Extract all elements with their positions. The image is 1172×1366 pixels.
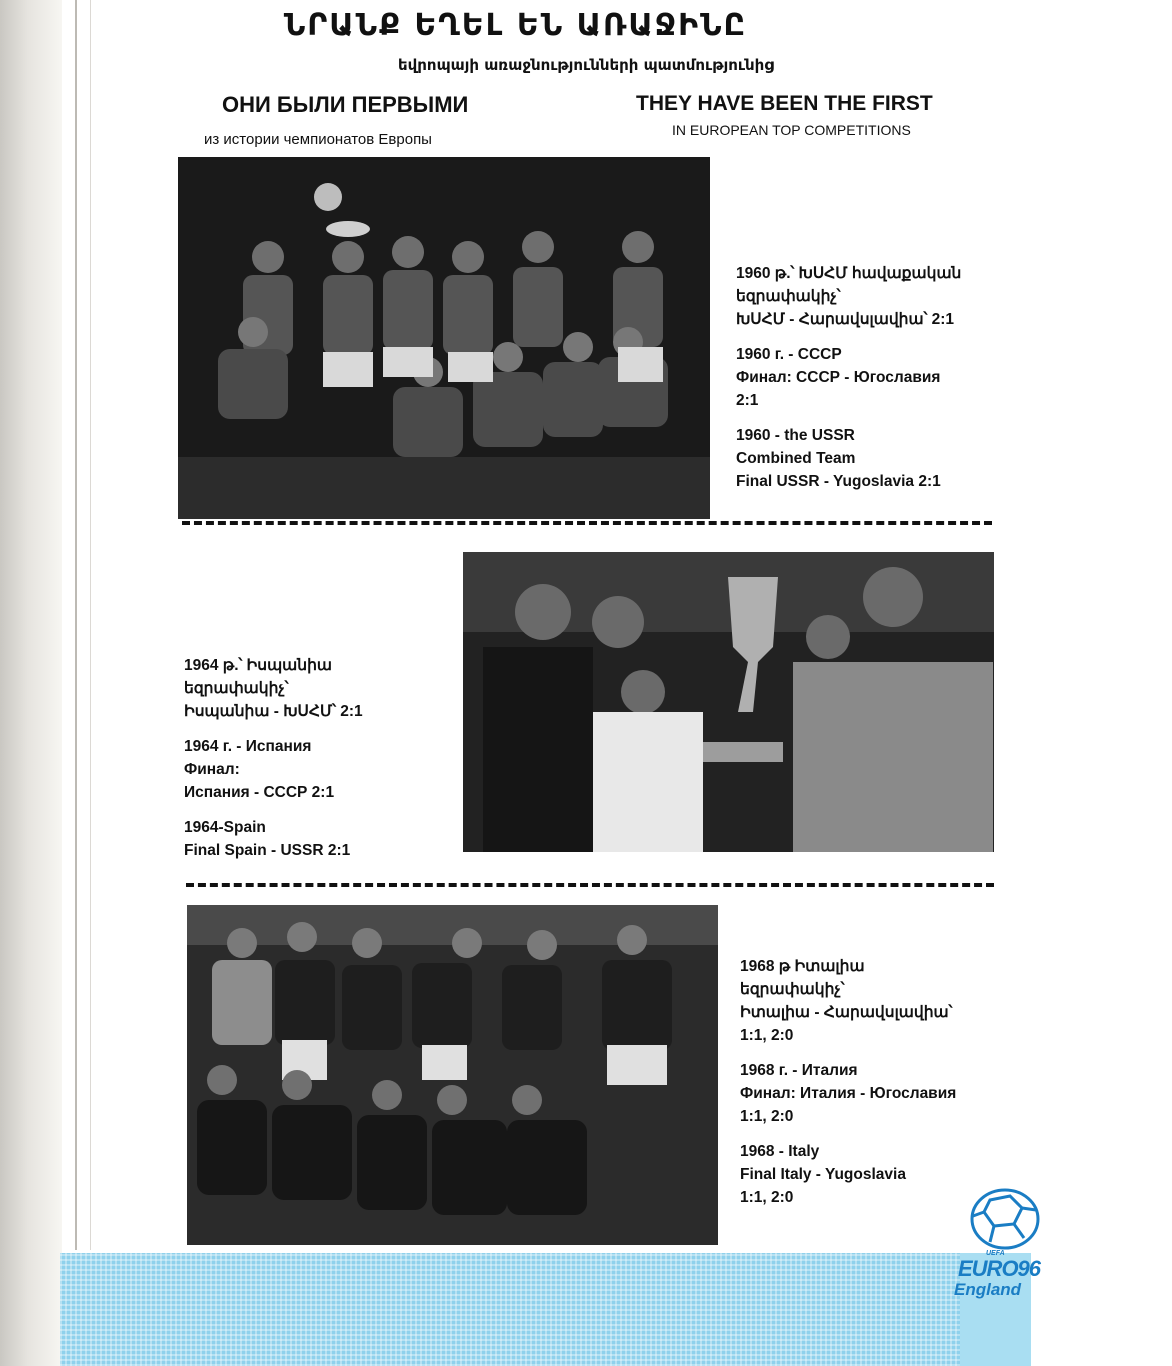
section-divider-1 (182, 521, 992, 525)
logo-uefa-text: UEFA (986, 1250, 1005, 1257)
caption-1964 (184, 654, 444, 874)
bottom-color-band (60, 1253, 970, 1366)
page-fold-line-secondary (90, 0, 91, 1250)
euro96-logo (952, 1188, 1041, 1308)
trophy-ceremony-1964 (463, 552, 994, 852)
caption-1968-russian: 1968 г. - Италия Финал: Италия - Югославия 1:1, 2:0 (740, 1062, 957, 1125)
caption-1968-armenian: 1968 թ Իտալիա եզրափակիչ՝ Իտալիա - Հարավսլավիա՝ 1:1, 2:0 (740, 958, 953, 1044)
caption-1964-armenian: 1964 թ.՝ Իսպանիա եզրափակիչ՝ Իսպանիա - ԽՍՀՄ՝ 2:1 (184, 657, 363, 720)
russian-subtitle: из истории чемпионатов Европы (204, 131, 432, 148)
caption-1960-russian: 1960 г. - СССР Финал: СССР - Югославия 2:1 (736, 346, 941, 409)
russian-title: ОНИ БЫЛИ ПЕРВЫМИ (222, 92, 469, 117)
logo-euro-text: EURO96 (958, 1256, 1041, 1281)
english-subtitle: IN EUROPEAN TOP COMPETITIONS (672, 122, 911, 138)
caption-1960-english: 1960 - the USSR Combined Team Final USSR - Yugoslavia 2:1 (736, 427, 941, 490)
caption-1960-armenian: 1960 թ.՝ ԽՍՀՄ հավաքական եզրափակիչ՝ ԽՍՀՄ - Հարավսլավիա՝ 2:1 (736, 265, 962, 328)
armenian-subtitle: եվրոպայի առաջնությունների պատմությունից (398, 56, 774, 74)
team-photo-1960 (178, 157, 710, 519)
caption-1960 (736, 262, 1006, 505)
page-fold-shadow (0, 0, 62, 1366)
team-photo-1968 (187, 905, 718, 1245)
section-divider-2 (186, 883, 994, 887)
caption-1968 (740, 955, 1005, 1221)
caption-1964-russian: 1964 г. - Испания Финал: Испания - СССР 2:1 (184, 738, 335, 801)
football-logo-icon (970, 1188, 1040, 1250)
caption-1964-english: 1964-Spain Final Spain - USSR 2:1 (184, 819, 351, 859)
armenian-title: ՆՐԱՆՔ ԵՂԵԼ ԵՆ ԱՌԱՋԻՆԸ (283, 8, 748, 43)
logo-country-text: England (954, 1280, 1022, 1299)
page-fold-line (75, 0, 77, 1250)
english-title: THEY HAVE BEEN THE FIRST (636, 92, 933, 115)
caption-1968-english: 1968 - Italy Final Italy - Yugoslavia 1:1, 2:0 (740, 1143, 906, 1206)
